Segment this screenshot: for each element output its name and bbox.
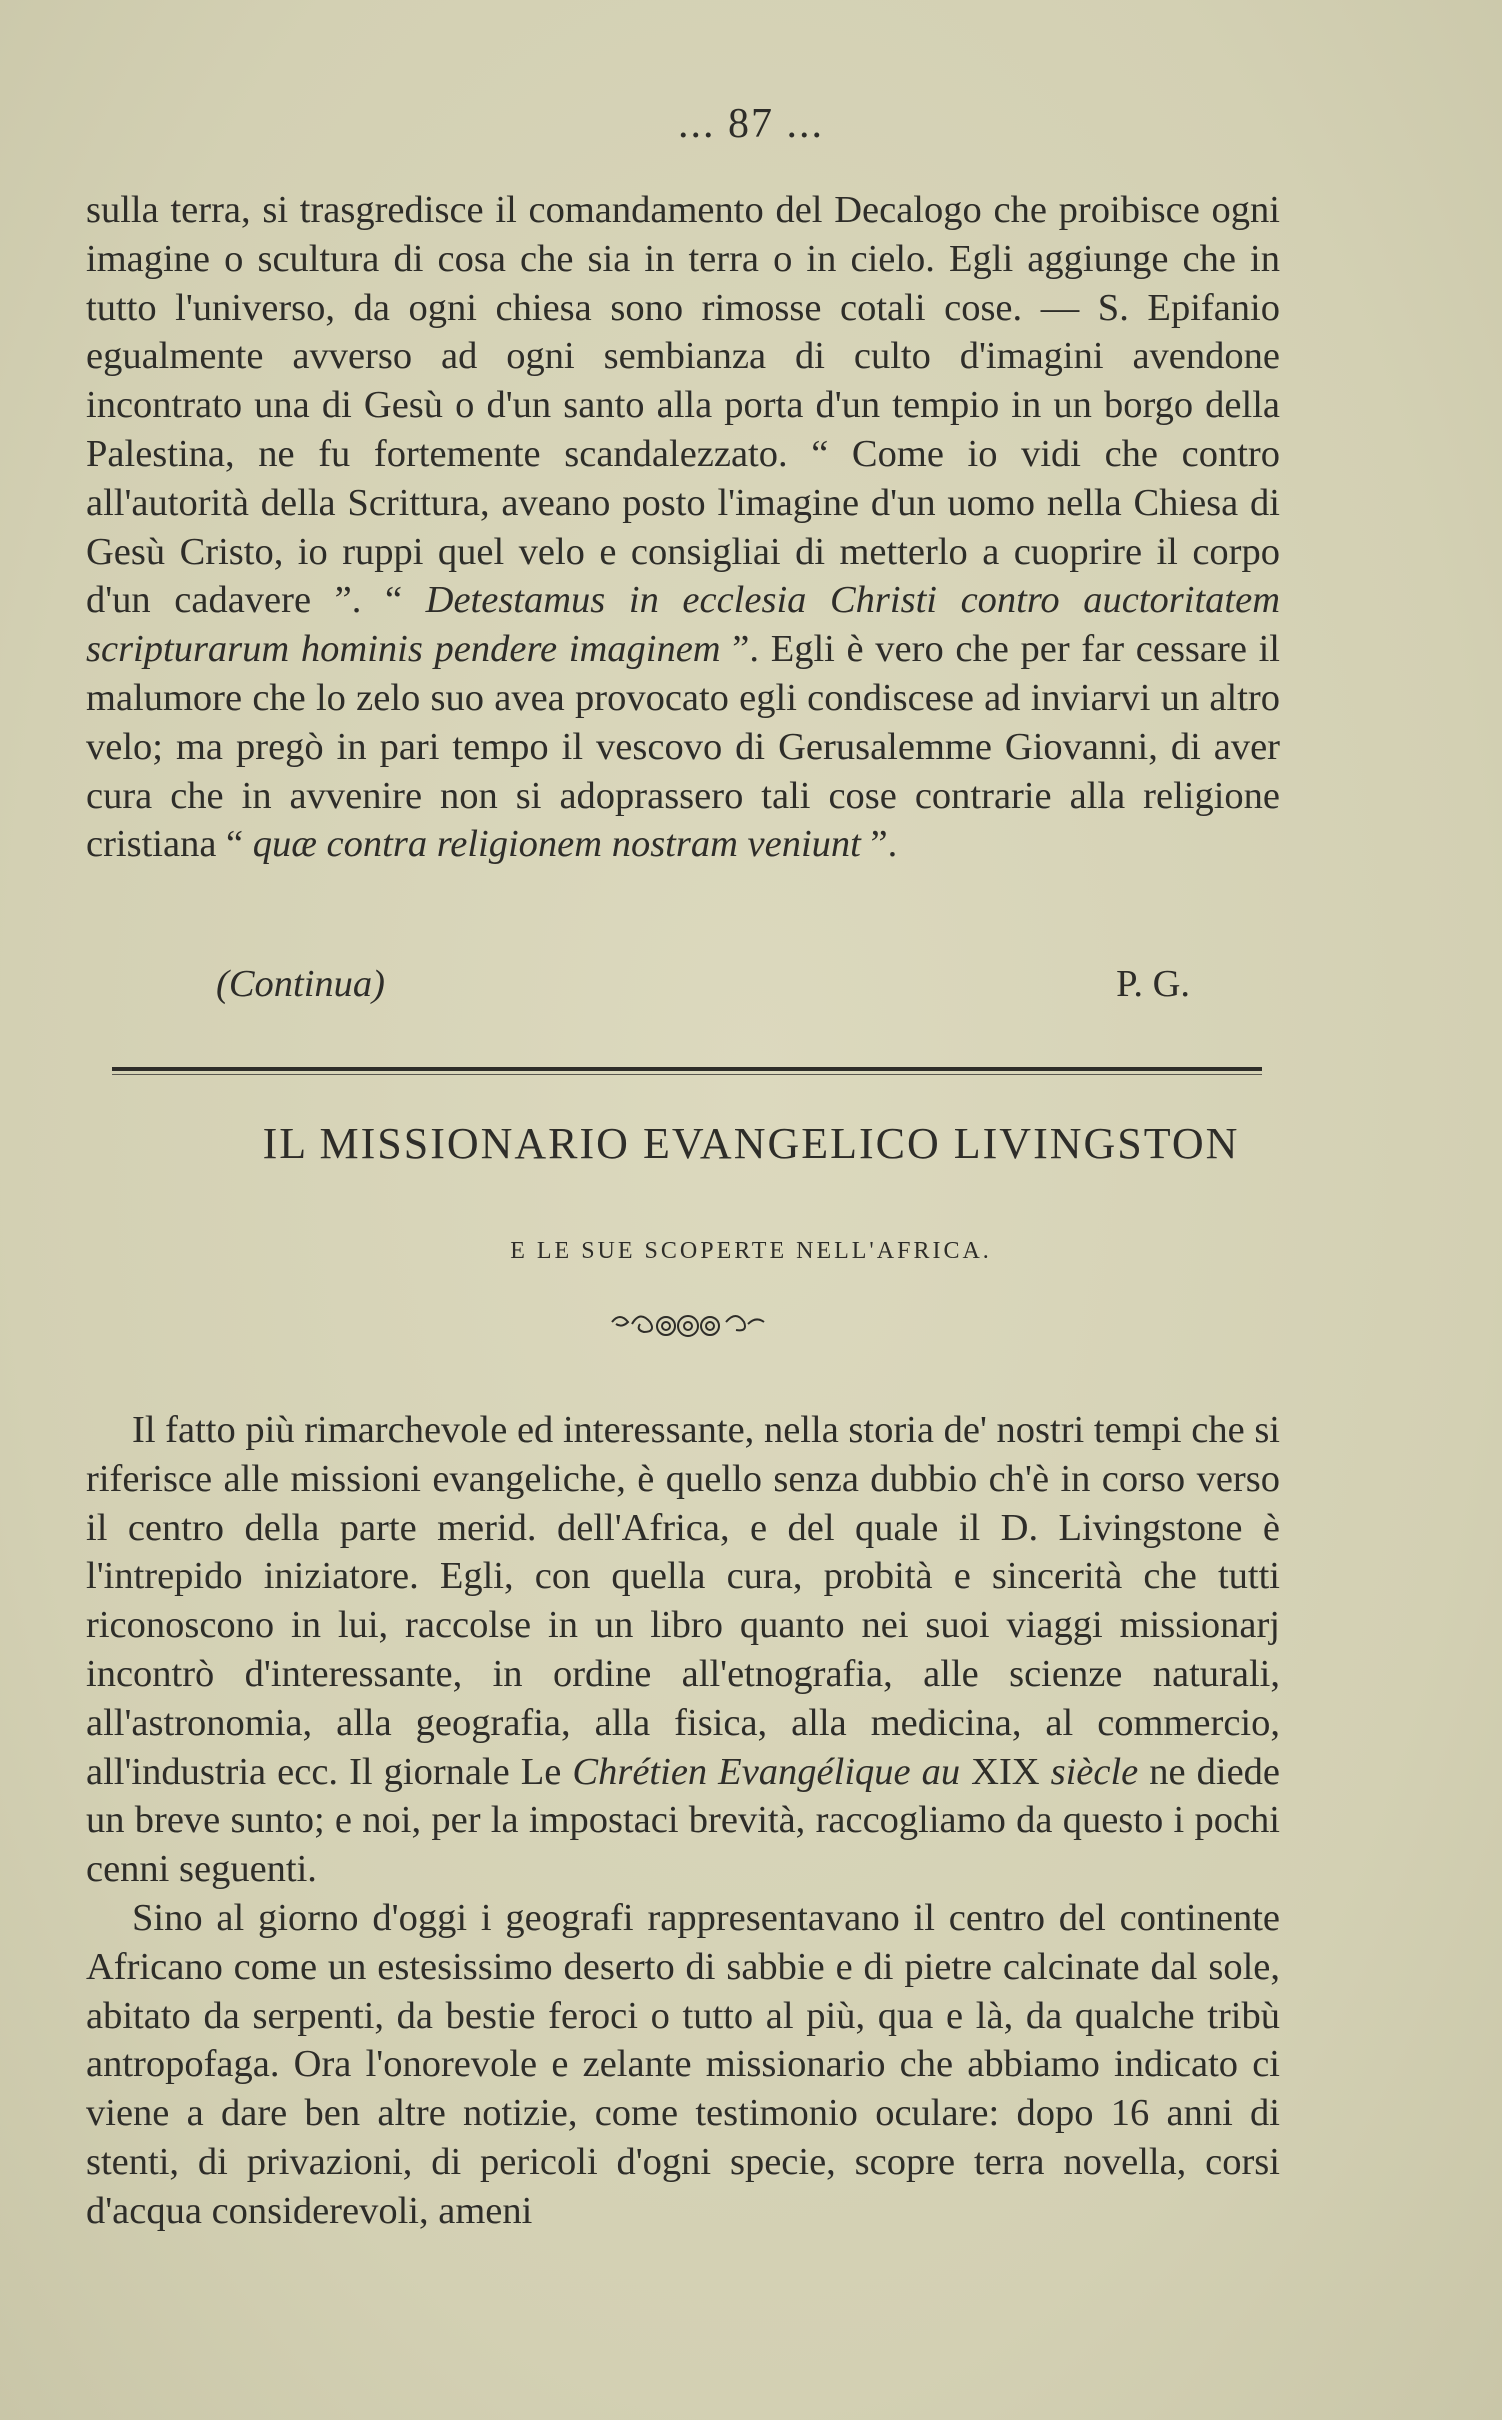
section-divider-thin (112, 1074, 1262, 1075)
article-paragraph-1: Il fatto più rimarchevole ed interessante, nella storia de' nostri tempi che si riferisce alle missioni evangeliche, è quello senza dubbio ch'è in corso verso il centro della parte merid. dell'Africa, e del quale il D. Livingstone è l'intrepido iniziatore. Egli, con quella cura, probità e sincerità che tutti riconoscono in lui, raccolse in un libro quanto nei suoi viaggi missionarj incontrò d'interessante, in ordine all'etnografia, alle scienze naturali, all'astronomia, alla geografia, alla fisica, alla medicina, al commercio, all'industria ecc. Il giornale Le Chrétien Evangélique au XIX siècle ne diede un breve sunto; e noi, per la impostaci brevità, raccogliamo da questo i pochi cenni seguenti. (86, 1409, 1281, 1891)
continuation-paragraph: sulla terra, si trasgredisce il comandamento del Decalogo che proibisce ogni imagine o scultura di cosa che sia in terra o in cielo. Egli aggiunge che in tutto l'universo, da ogni chiesa sono rimosse cotali cose. — S. Epifanio egualmente avverso ad ogni sembianza di culto d'imagini avendone incontrato una di Gesù o d'un santo alla porta d'un tempio in un borgo della Palestina, ne fu fortemente scandalezzato. “ Come io vidi che contro all'autorità della Scrittura, aveano posto l'imagine d'un uomo nella Chiesa di Gesù Cristo, io ruppi quel velo e consigliai di metterlo a cuoprire il corpo d'un cadavere ”. “ Detestamus in ecclesia Christi contro auctoritatem scripturarum hominis pendere imaginem ”. Egli è vero che per far cessare il malumore che lo zelo suo avea provocato egli condiscese ad inviarvi un altro velo; ma pregò in pari tempo il vescovo di Gerusalemme Giovanni, di aver cura che in avvenire non si adoprassero tali cose contrarie alla religione cristiana “ quæ contra religionem nostram veniunt ”. (86, 189, 1281, 866)
page-number: ... 87 ... (678, 101, 824, 147)
continua-note: (Continua) (216, 963, 385, 1005)
scroll-ornament-icon (608, 1304, 768, 1344)
section-divider (112, 1067, 1262, 1071)
article-title: IL MISSIONARIO EVANGELICO LIVINGSTON (262, 1119, 1240, 1168)
author-signature: P. G. (1116, 963, 1190, 1005)
article-paragraph-2: Sino al giorno d'oggi i geografi rappresentavano il centro del continente Africano come un estesissimo deserto di sabbie e di pietre calcinate dal sole, abitato da serpenti, da bestie feroci o tutto al più, qua e là, da qualche tribù antropofaga. Ora l'onorevole e zelante missionario che abbiamo indicato ci viene a dare ben altre notizie, come testimonio oculare: dopo 16 anni di stenti, di privazioni, di pericoli d'ogni specie, scopre terra novella, corsi d'acqua considerevoli, ameni (86, 1897, 1280, 2232)
article-subtitle: E LE SUE SCOPERTE NELL'AFRICA. (510, 1238, 992, 1264)
